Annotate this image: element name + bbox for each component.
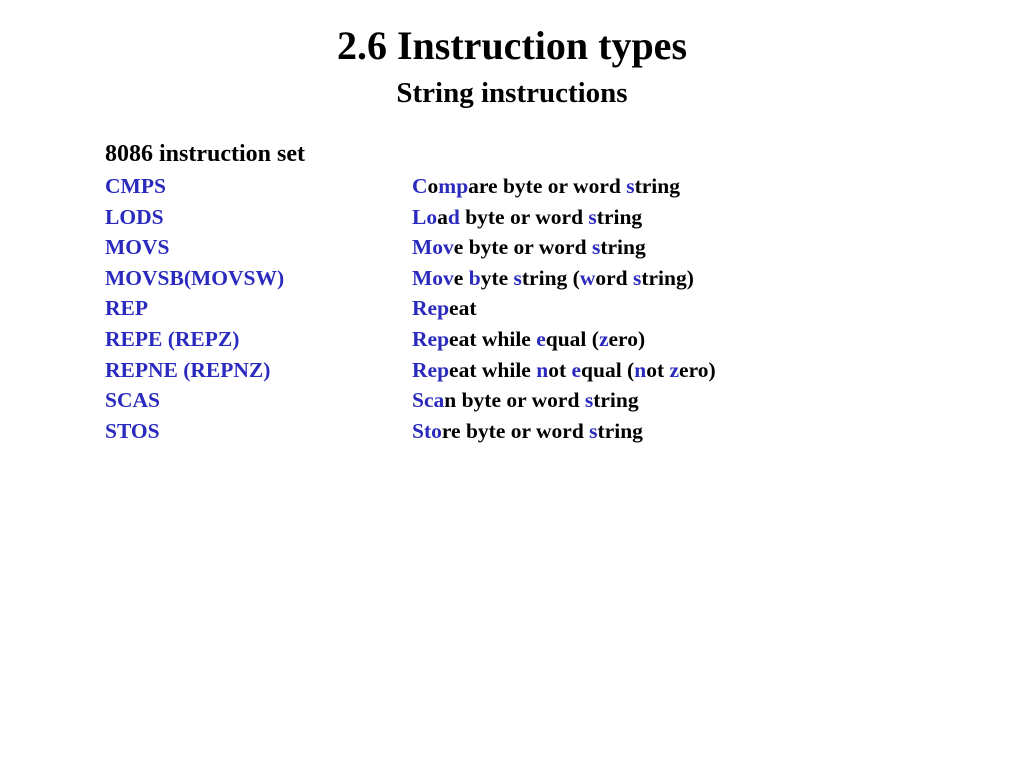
description-text: e — [453, 265, 469, 290]
description-text: eat while — [449, 357, 537, 382]
description-text: are byte or word — [468, 174, 627, 198]
description-text: re byte or word — [441, 418, 590, 443]
description-text: tring ( — [521, 265, 580, 290]
description-text: yte — [480, 265, 514, 290]
description-text: eat while — [449, 326, 537, 351]
instruction-row — [105, 202, 985, 233]
description-highlight: n — [536, 357, 549, 382]
description-text: o — [427, 174, 439, 198]
description-highlight: s — [584, 388, 594, 413]
description-text: a — [437, 204, 448, 229]
description-highlight: Rep — [412, 296, 450, 321]
instruction-mnemonic: REP — [105, 296, 148, 321]
instruction-description — [412, 355, 716, 385]
description-highlight: C — [412, 174, 428, 198]
description-text: tring — [600, 235, 646, 260]
description-highlight: mp — [438, 174, 469, 198]
instruction-row — [105, 263, 985, 294]
description-text: ord — [595, 265, 633, 290]
description-highlight: n — [634, 357, 647, 382]
instruction-mnemonic: LODS — [105, 204, 164, 229]
instruction-mnemonic: CMPS — [105, 174, 166, 198]
instruction-mnemonic: STOS — [105, 418, 160, 443]
description-highlight: e — [571, 357, 582, 382]
description-highlight: s — [626, 174, 635, 198]
description-text: ot — [646, 357, 670, 382]
description-text: tring — [596, 204, 643, 229]
instruction-description — [412, 324, 645, 354]
description-text: ero) — [608, 326, 646, 351]
instruction-description — [412, 416, 643, 446]
description-highlight: s — [589, 418, 598, 443]
instruction-mnemonic: REPE (REPZ) — [105, 326, 240, 351]
instruction-row — [105, 355, 985, 386]
slide-subtitle: String instructions — [396, 77, 628, 109]
description-highlight: Mov — [412, 265, 454, 290]
description-highlight: e — [536, 326, 546, 351]
description-text: tring — [634, 174, 680, 198]
instruction-mnemonic: MOVS — [105, 235, 170, 260]
description-text: ot — [548, 357, 572, 382]
description-highlight: Lo — [412, 204, 438, 229]
description-text: byte or word — [459, 204, 589, 229]
description-text: tring — [597, 418, 643, 443]
description-text: tring) — [641, 265, 694, 290]
description-highlight: Sto — [412, 418, 442, 443]
description-text: e byte or word — [453, 235, 592, 260]
description-text: n byte or word — [444, 388, 585, 413]
description-highlight: b — [468, 265, 481, 290]
instruction-set-heading: 8086 instruction set — [105, 141, 305, 167]
description-highlight: Rep — [412, 357, 450, 382]
instruction-description — [412, 263, 694, 293]
instruction-description — [412, 171, 680, 201]
instruction-row — [105, 171, 985, 202]
instruction-row — [105, 416, 985, 447]
instruction-row — [105, 385, 985, 416]
instruction-mnemonic: SCAS — [105, 388, 160, 413]
description-highlight: z — [598, 326, 609, 351]
instruction-mnemonic: MOVSB(MOVSW) — [105, 265, 285, 290]
description-highlight: s — [591, 235, 601, 260]
description-highlight: d — [447, 204, 460, 229]
description-text: qual ( — [545, 326, 599, 351]
instruction-description — [412, 385, 639, 415]
instruction-description — [412, 202, 642, 232]
description-highlight: s — [588, 204, 597, 229]
instruction-description — [412, 232, 646, 262]
instruction-list — [105, 171, 985, 446]
instruction-mnemonic: REPNE (REPNZ) — [105, 357, 271, 382]
description-text: ero) — [679, 357, 716, 382]
description-highlight: s — [513, 265, 522, 290]
instruction-row — [105, 293, 985, 324]
description-text: eat — [449, 296, 477, 321]
slide-title: 2.6 Instruction types — [336, 23, 688, 68]
description-text: qual ( — [581, 357, 635, 382]
description-highlight: Mov — [412, 235, 454, 260]
description-text: tring — [593, 388, 639, 413]
description-highlight: z — [669, 357, 680, 382]
instruction-row — [105, 324, 985, 355]
description-highlight: Rep — [412, 326, 450, 351]
description-highlight: w — [579, 265, 596, 290]
instruction-row — [105, 232, 985, 263]
description-highlight: Sca — [412, 388, 445, 413]
description-highlight: s — [632, 265, 642, 290]
instruction-description — [412, 293, 476, 323]
